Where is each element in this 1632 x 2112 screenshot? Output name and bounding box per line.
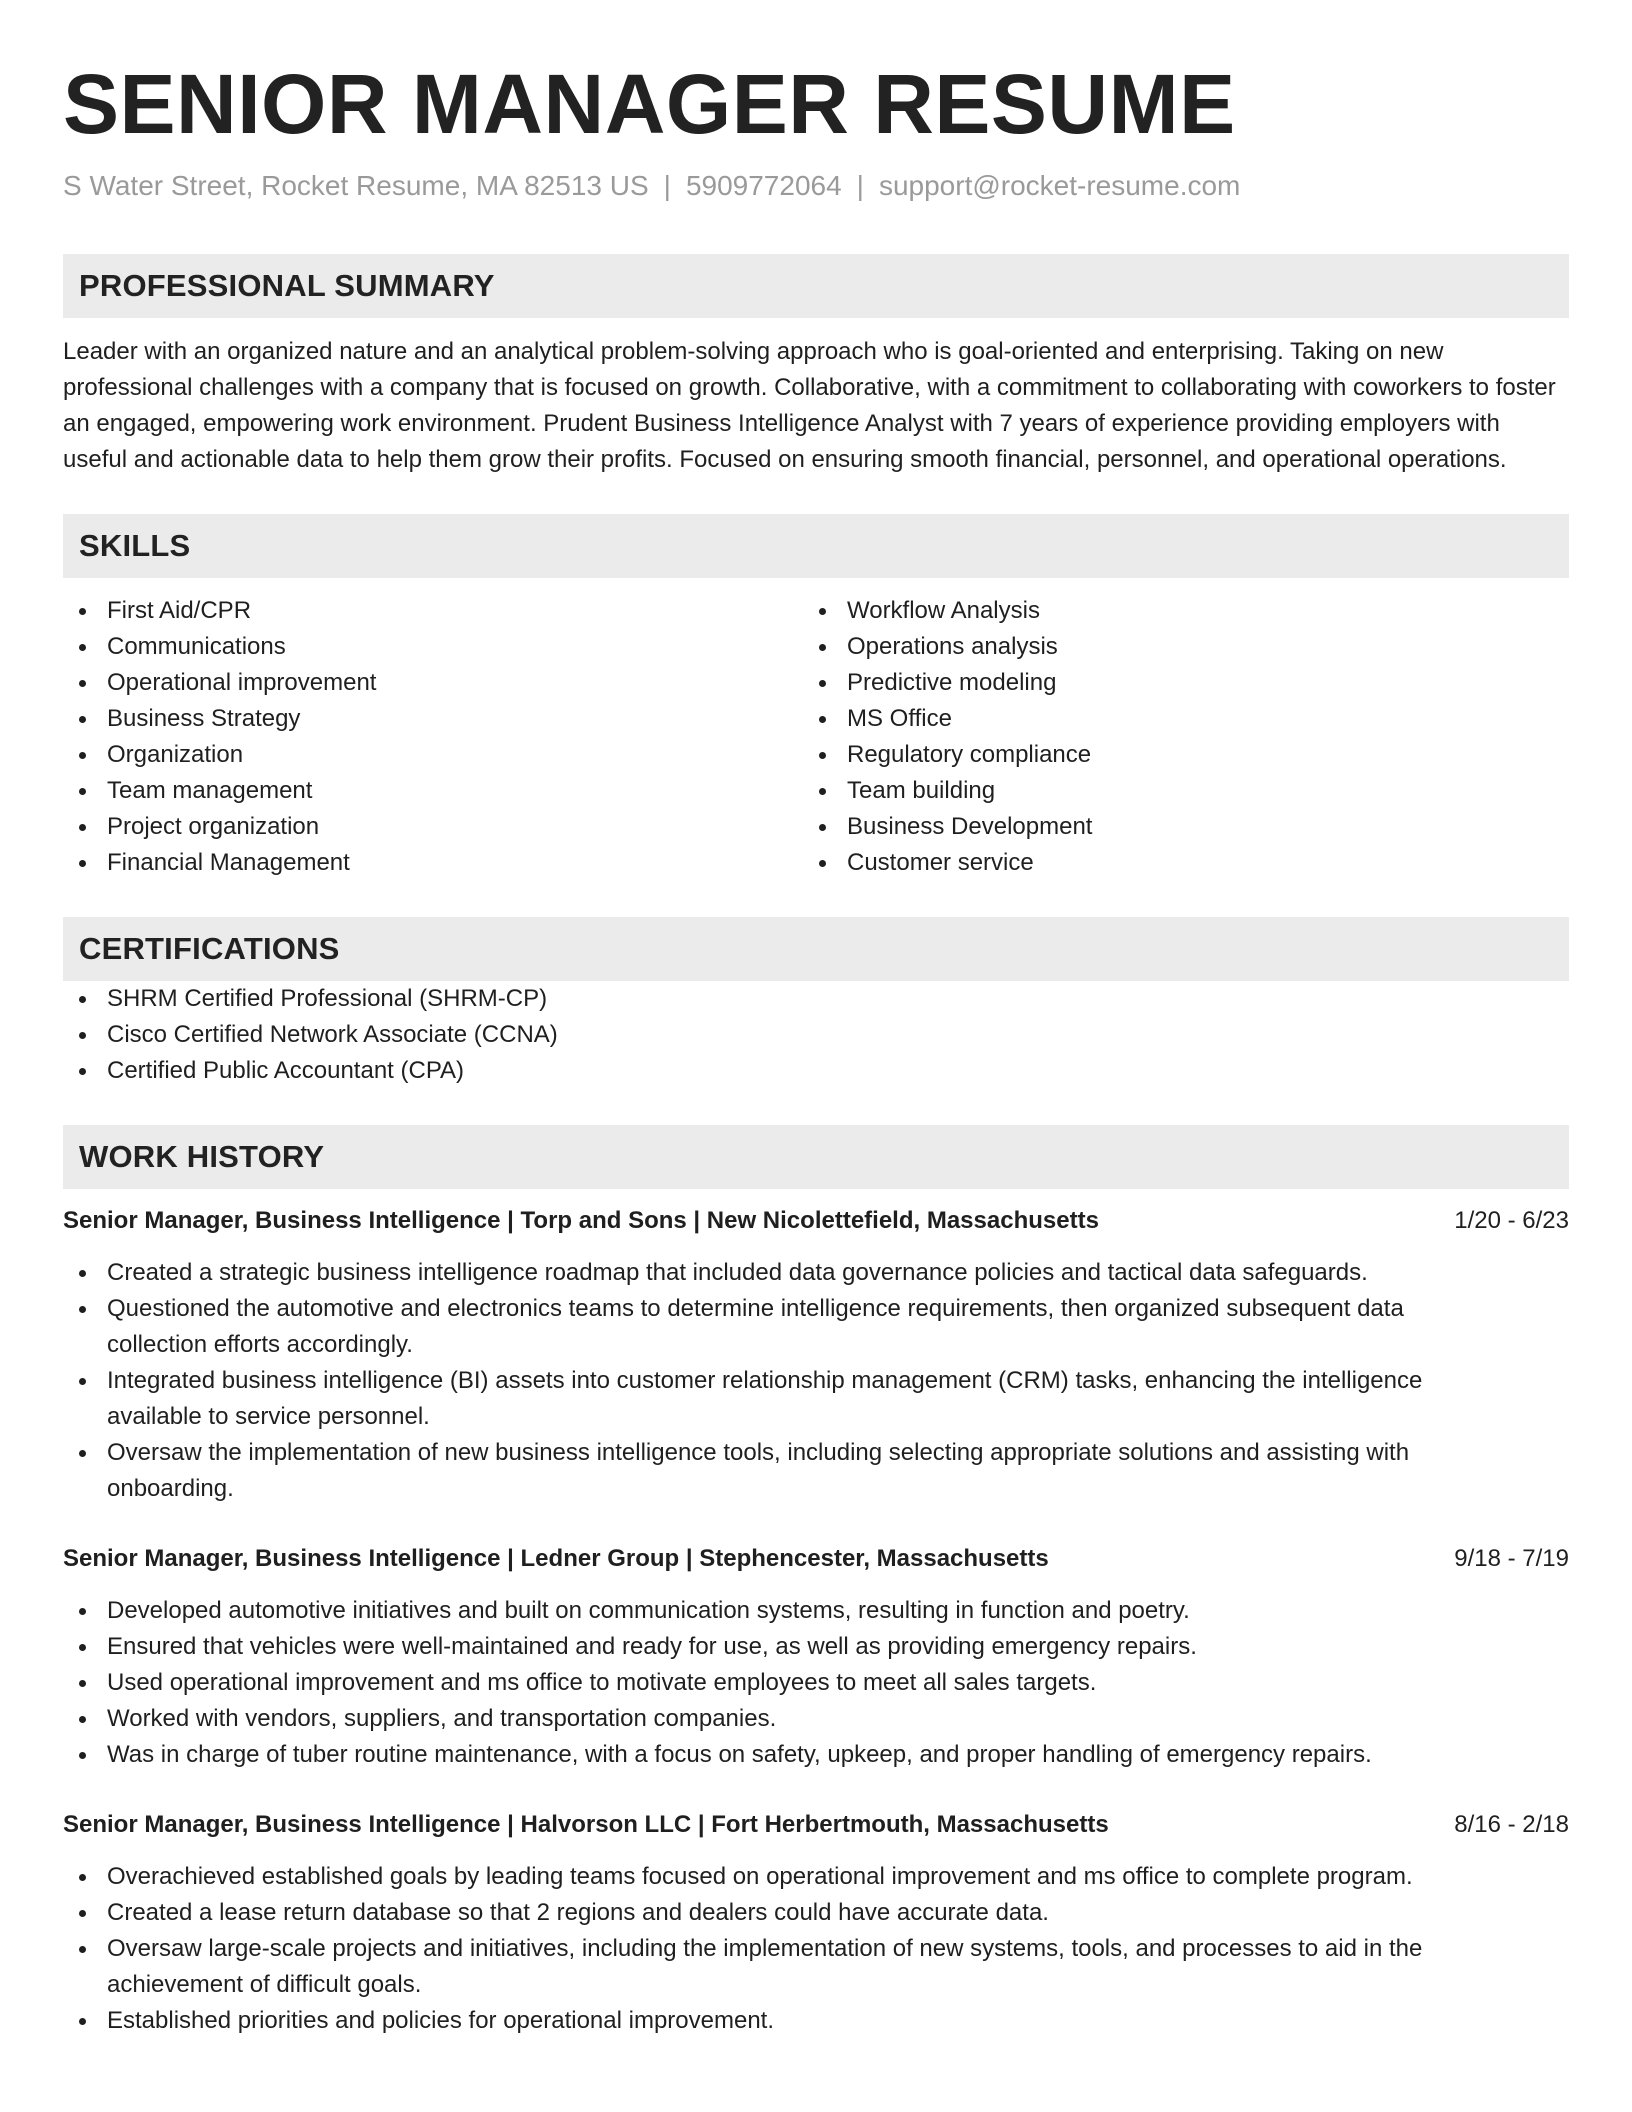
skill-item: Workflow Analysis — [803, 593, 1543, 629]
job-header — [63, 1807, 1569, 1843]
skill-item: Communications — [63, 629, 803, 665]
skills-list-left — [63, 593, 803, 881]
contact-separator: | — [856, 170, 864, 201]
work-history-section-header — [63, 1125, 1569, 1189]
job-bullet: Overachieved established goals by leading teams focused on operational improvement and ms office to complete program. — [63, 1859, 1569, 1895]
job-bullet: Oversaw large-scale projects and initiatives, including the implementation of new systems, tools, and processes to aid in the achievement of difficult goals. — [63, 1931, 1569, 2003]
job-bullet: Developed automotive initiatives and built on communication systems, resulting in function and poetry. — [63, 1593, 1569, 1629]
job-dates: 1/20 - 6/23 — [1454, 1207, 1569, 1234]
skill-item: Project organization — [63, 809, 803, 845]
contact-separator: | — [663, 170, 671, 201]
job-entry — [63, 1807, 1569, 2039]
job-bullet: Used operational improvement and ms office to motivate employees to meet all sales targets. — [63, 1665, 1569, 1701]
skills-column-left — [63, 593, 803, 881]
job-header — [63, 1203, 1569, 1239]
job-bullet: Ensured that vehicles were well-maintained and ready for use, as well as providing emergency repairs. — [63, 1629, 1569, 1665]
skill-item: Predictive modeling — [803, 665, 1543, 701]
skills-list-right — [803, 593, 1543, 881]
job-bullet: Oversaw the implementation of new business intelligence tools, including selecting appropriate solutions and assisting with onboarding. — [63, 1435, 1569, 1507]
contact-email: support@rocket-resume.com — [878, 170, 1241, 201]
job-bullet: Established priorities and policies for operational improvement. — [63, 2003, 1569, 2039]
contact-address: S Water Street, Rocket Resume, MA 82513 US — [63, 170, 649, 201]
job-entry — [63, 1203, 1569, 1507]
job-title: Senior Manager, Business Intelligence | Halvorson LLC | Fort Herbertmouth, Massachusetts — [63, 1811, 1109, 1838]
job-bullet: Worked with vendors, suppliers, and transportation companies. — [63, 1701, 1569, 1737]
skills-grid — [63, 593, 1569, 881]
job-bullet: Created a strategic business intelligence roadmap that included data governance policies and tactical data safeguards. — [63, 1255, 1569, 1291]
summary-text: Leader with an organized nature and an analytical problem-solving approach who is goal-oriented and enterprising. Taking on new professional challenges with a company that is focused on growth. Collaborative, with a commitment to collaborating with coworkers to foster an engaged, empowering work environment. Prudent Business Intelligence Analyst with 7 years of experience providing employers with useful and actionable data to help them grow their profits. Focused on ensuring smooth financial, personnel, and operational operations. — [63, 338, 1556, 473]
job-bullet: Questioned the automotive and electronics teams to determine intelligence requirements, then organized subsequent data collection efforts accordingly. — [63, 1291, 1569, 1363]
skill-item: Customer service — [803, 845, 1543, 881]
job-bullets — [63, 1255, 1569, 1507]
certification-item: SHRM Certified Professional (SHRM-CP) — [63, 981, 1569, 1017]
summary-heading: PROFESSIONAL SUMMARY — [79, 268, 495, 303]
certifications-list — [63, 981, 1569, 1089]
skill-item: Operations analysis — [803, 629, 1543, 665]
job-title: Senior Manager, Business Intelligence | Ledner Group | Stephencester, Massachusetts — [63, 1545, 1049, 1572]
job-header — [63, 1541, 1569, 1577]
job-bullet: Created a lease return database so that 2 regions and dealers could have accurate data. — [63, 1895, 1569, 1931]
skill-item: Regulatory compliance — [803, 737, 1543, 773]
skill-item: Financial Management — [63, 845, 803, 881]
contact-phone: 5909772064 — [685, 170, 842, 201]
job-bullets — [63, 1859, 1569, 2039]
certifications-heading: CERTIFICATIONS — [79, 931, 340, 966]
resume-title: SENIOR MANAGER RESUME — [63, 57, 1236, 151]
job-bullet: Was in charge of tuber routine maintenance, with a focus on safety, upkeep, and proper handling of emergency repairs. — [63, 1737, 1569, 1773]
skill-item: Operational improvement — [63, 665, 803, 701]
work-history-heading: WORK HISTORY — [79, 1139, 325, 1174]
skill-item: Organization — [63, 737, 803, 773]
summary-section-header — [63, 254, 1569, 318]
skill-item: MS Office — [803, 701, 1543, 737]
job-entry — [63, 1541, 1569, 1773]
skills-heading: SKILLS — [79, 528, 191, 563]
contact-line — [63, 169, 1569, 203]
skill-item: First Aid/CPR — [63, 593, 803, 629]
skill-item: Business Development — [803, 809, 1543, 845]
certification-item: Cisco Certified Network Associate (CCNA) — [63, 1017, 1569, 1053]
job-bullets — [63, 1593, 1569, 1773]
skills-section-header — [63, 514, 1569, 578]
job-title: Senior Manager, Business Intelligence | Torp and Sons | New Nicolettefield, Massachusetts — [63, 1207, 1099, 1234]
job-bullet: Integrated business intelligence (BI) assets into customer relationship management (CRM) tasks, enhancing the intelligence available to service personnel. — [63, 1363, 1569, 1435]
skill-item: Team management — [63, 773, 803, 809]
certification-item: Certified Public Accountant (CPA) — [63, 1053, 1569, 1089]
skills-column-right — [803, 593, 1543, 881]
skill-item: Business Strategy — [63, 701, 803, 737]
certifications-section-header — [63, 917, 1569, 981]
job-dates: 9/18 - 7/19 — [1454, 1545, 1569, 1572]
job-dates: 8/16 - 2/18 — [1454, 1811, 1569, 1838]
skill-item: Team building — [803, 773, 1543, 809]
